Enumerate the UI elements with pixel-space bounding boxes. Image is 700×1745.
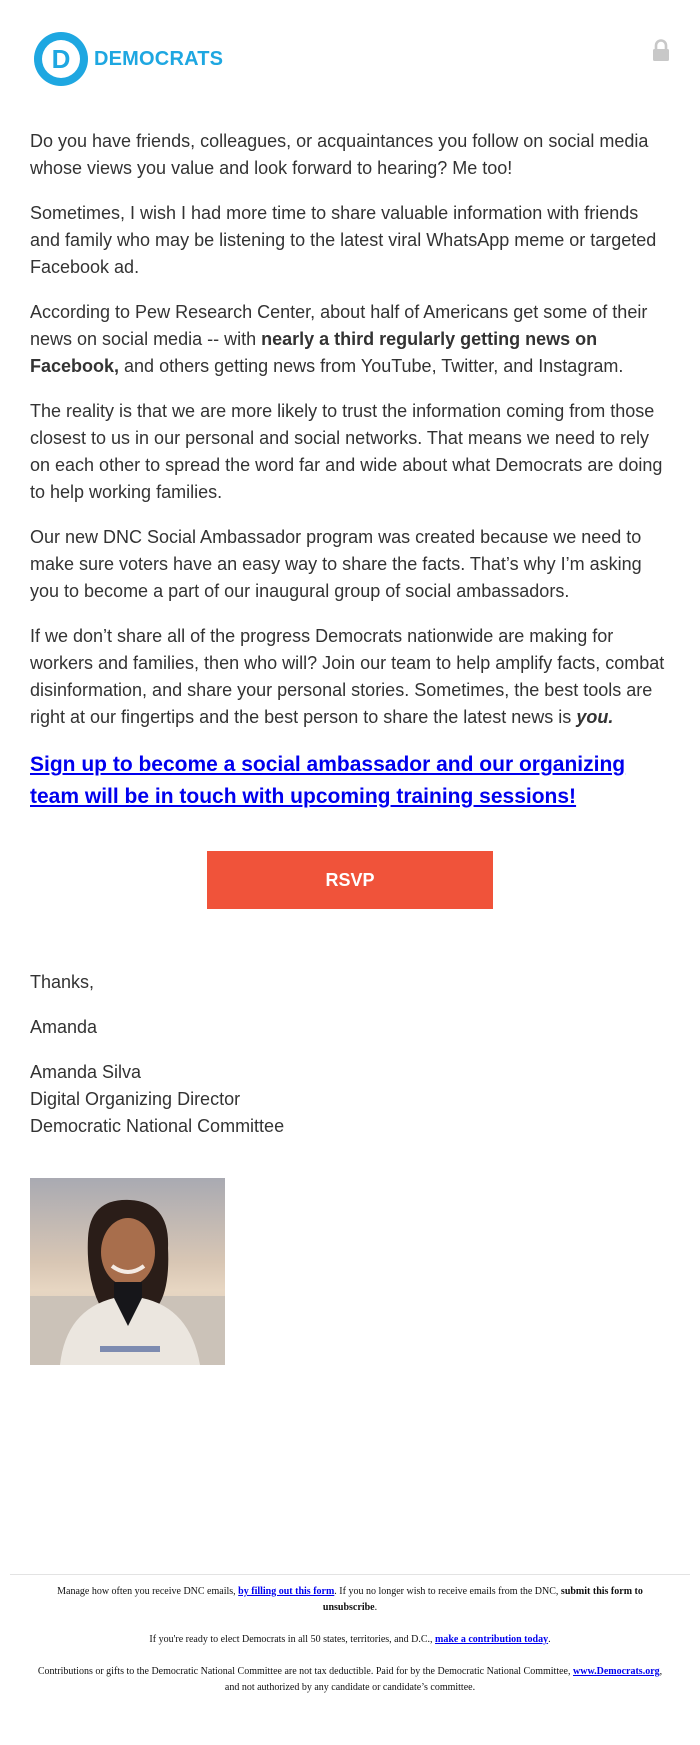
footer-legal-text-b: , and not authorized by any candidate or candidate’s committee. (224, 1666, 663, 1693)
paragraph-wish: Sometimes, I wish I had more time to share valuable information with friends and family who may be listening to the latest viral WhatsApp meme or targeted Facebook ad. (30, 203, 657, 277)
signature-first-name: Amanda (30, 1017, 98, 1037)
signature-thanks: Thanks, (30, 972, 95, 992)
paragraph-pew-research (30, 299, 670, 380)
footer-legal-text-a: Contributions or gifts to the Democratic National Committee are not tax deductible. Paid for by the Democratic National Committee, (37, 1666, 573, 1677)
email-header (0, 0, 700, 100)
footer-legal-disclaimer (30, 1664, 670, 1696)
contribution-link[interactable]: make a contribution today (435, 1634, 549, 1645)
signature-org: Democratic National Committee (30, 1116, 285, 1136)
paragraph-pew-text-b: and others getting news from YouTube, Twitter, and Instagram. (119, 356, 624, 376)
logo-letter: D (51, 44, 71, 74)
signer-portrait-photo (30, 1178, 225, 1365)
signup-ambassador-link[interactable]: Sign up to become a social ambassador and our organizing team will be in touch with upcoming training sessions! (30, 753, 626, 808)
paragraph-reality: The reality is that we are more likely to trust the information coming from those closest to us in our personal and social networks. That means we need to rely on each other to spread the word far and wide about what Democrats are doing to help working families. (30, 401, 663, 502)
paragraph-pew-text-a: According to Pew Research Center, about half of Americans get some of their news on social media -- with (30, 302, 648, 349)
democrats-d-logo-icon (34, 32, 88, 86)
footer-manage-text-c: . (374, 1602, 378, 1613)
unsubscribe-text[interactable]: submit this form to unsubscribe (322, 1586, 643, 1613)
rsvp-button[interactable]: RSVP (207, 851, 493, 909)
democrats-website-link[interactable]: www.Democrats.org (573, 1666, 660, 1677)
footer-elect-text-a: If you're ready to elect Democrats in all 50 states, territories, and D.C., (149, 1634, 436, 1645)
footer-manage-text-b: . If you no longer wish to receive emails from the DNC, (334, 1586, 561, 1597)
email-footer (30, 1584, 670, 1712)
paragraph-pew-bold: nearly a third regularly getting news on Facebook, (30, 329, 598, 376)
paragraph-share-emphasis: you. (576, 707, 614, 727)
logo-wordmark: DEMOCRATS (94, 47, 224, 70)
email-body (30, 128, 670, 1365)
paragraph-share (30, 623, 670, 731)
paragraph-share-text: If we don’t share all of the progress Democrats nationwide are making for workers and families, then who will? Join our team to help amplify facts, combat disinformation, and share your personal stories. Sometimes, the best tools are right at our fingertips and the best person to share the latest news is (30, 626, 665, 727)
lock-icon (652, 39, 670, 61)
portrait-image (30, 1178, 225, 1365)
footer-manage-text-a: Manage how often you receive DNC emails, (57, 1586, 239, 1597)
manage-emails-link[interactable]: by filling out this form (238, 1586, 335, 1597)
signature-block (30, 969, 670, 1365)
signature-details (30, 1059, 670, 1140)
paragraph-program: Our new DNC Social Ambassador program was created because we need to make sure voters have an easy way to share the facts. That’s why I’m asking you to become a part of our inaugural group of social ambassadors. (30, 527, 642, 601)
footer-elect-text-b: . (548, 1634, 551, 1645)
footer-divider (10, 1574, 690, 1575)
rsvp-button-row (30, 851, 670, 909)
signature-full-name: Amanda Silva (30, 1062, 142, 1082)
footer-contribute (30, 1632, 670, 1648)
footer-manage-preferences (30, 1584, 670, 1616)
signature-title: Digital Organizing Director (30, 1089, 241, 1109)
paragraph-intro: Do you have friends, colleagues, or acquaintances you follow on social media whose views you value and look forward to hearing? Me too! (30, 131, 649, 178)
democrats-logo[interactable] (34, 32, 223, 86)
